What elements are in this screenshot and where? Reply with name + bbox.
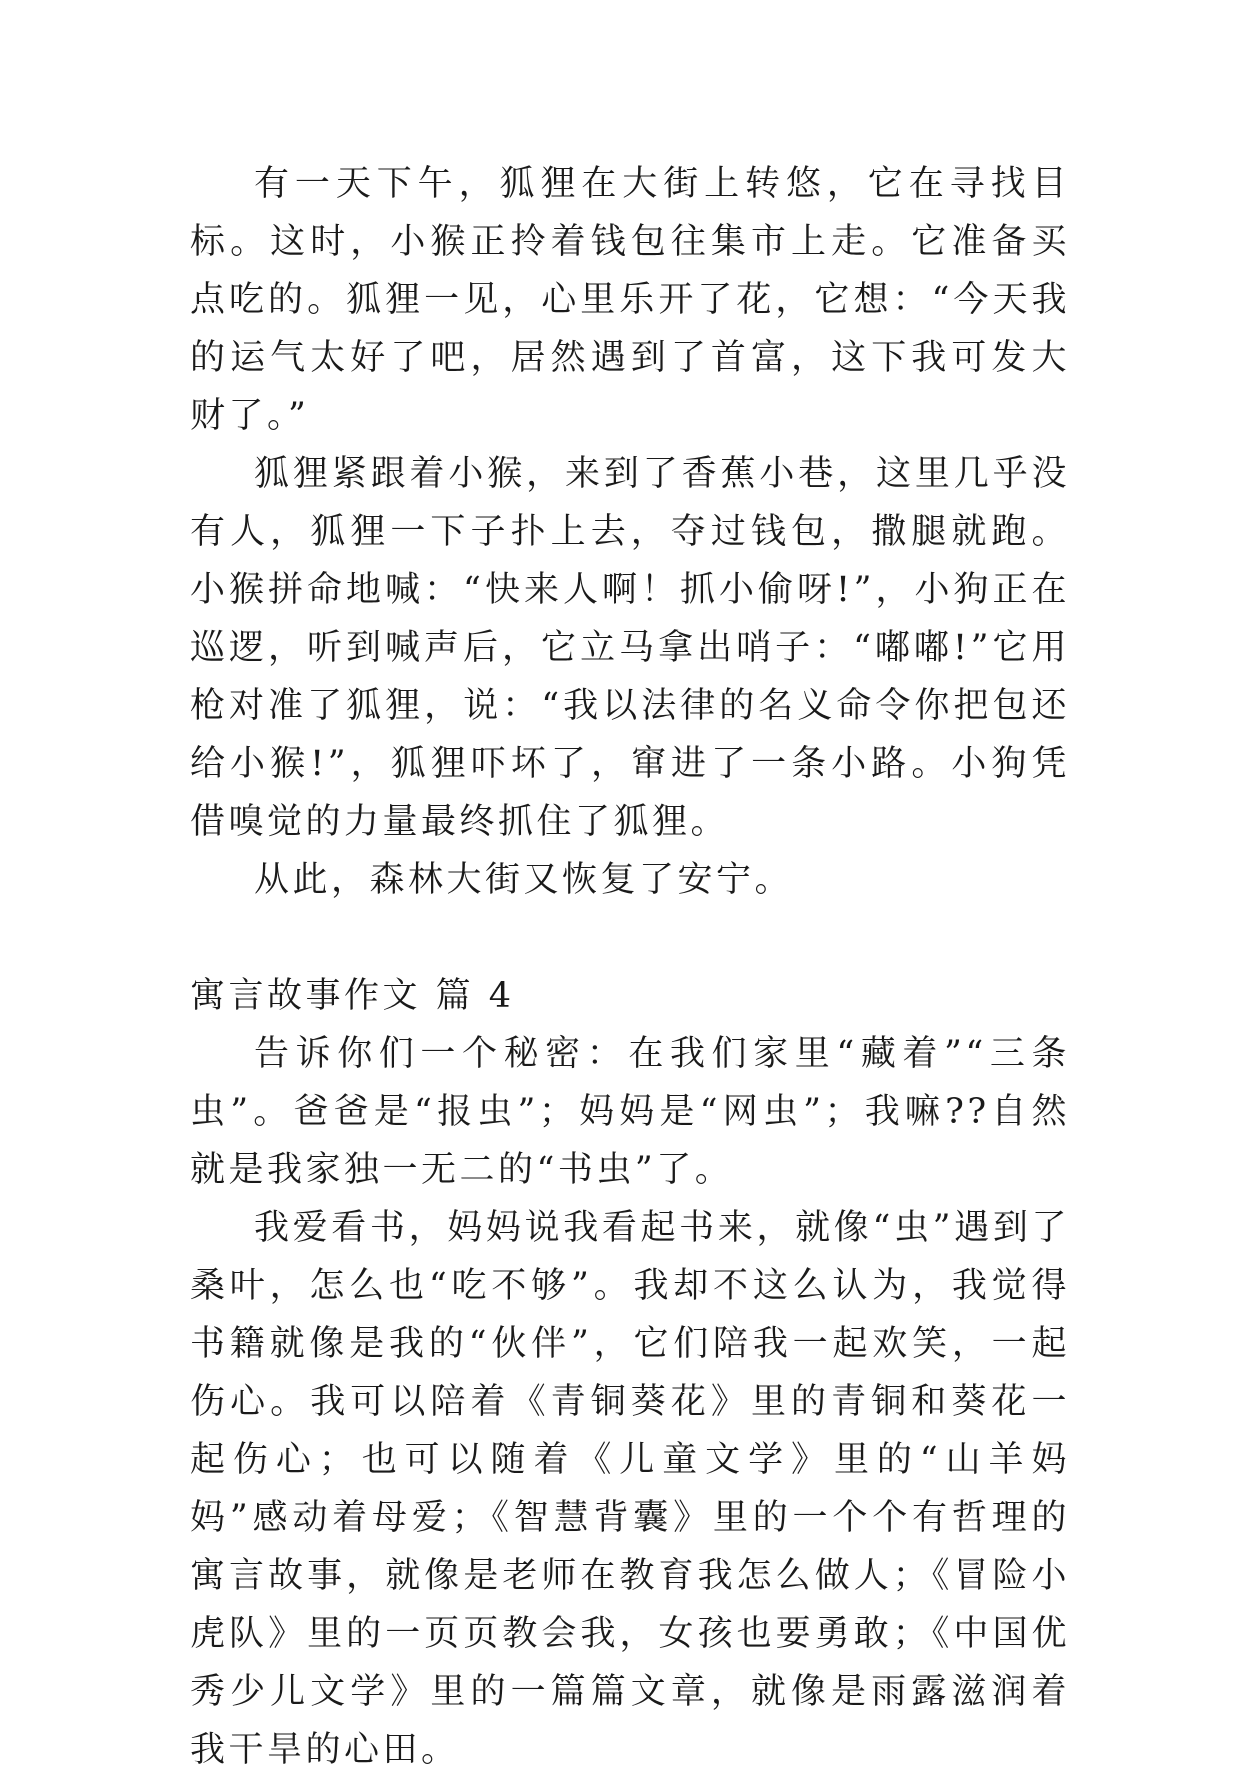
- section-spacer: [190, 909, 1070, 967]
- document-body: [190, 155, 1070, 1779]
- essay-paragraph-2: 我爱看书，妈妈说我看起书来，就像“虫”遇到了桑叶，怎么也“吃不够”。我却不这么认为，我觉得书籍就像是我的“伙伴”，它们陪我一起欢笑，一起伤心。我可以陪着《青铜葵花》里的青铜和葵花一起伤心；也可以随着《儿童文学》里的“山羊妈妈”感动着母爱；《智慧背囊》里的一个个有哲理的寓言故事，就像是老师在教育我怎么做人；《冒险小虎队》里的一页页教会我，女孩也要勇敢；《中国优秀少儿文学》里的一篇篇文章，就像是雨露滋润着我干旱的心田。: [190, 1208, 1070, 1770]
- story-paragraph-3: 从此，森林大街又恢复了安宁。: [254, 860, 794, 900]
- essay-paragraph-1: 告诉你们一个秘密：在我们家里“藏着”“三条虫”。爸爸是“报虫”；妈妈是“网虫”；我嘛??自然就是我家独一无二的“书虫”了。: [190, 1034, 1070, 1190]
- story-paragraph-1: 有一天下午，狐狸在大街上转悠，它在寻找目标。这时，小猴正拎着钱包往集市上走。它准备买点吃的。狐狸一见，心里乐开了花，它想：“今天我的运气太好了吧，居然遇到了首富，这下我可发大财了。”: [190, 164, 1070, 436]
- section-heading: 寓言故事作文 篇 4: [190, 976, 515, 1016]
- story-paragraph-2: 狐狸紧跟着小猴，来到了香蕉小巷，这里几乎没有人，狐狸一下子扑上去，夺过钱包，撒腿就跑。小猴拼命地喊：“快来人啊！抓小偷呀!”，小狗正在巡逻，听到喊声后，它立马拿出哨子：“嘟嘟!”它用枪对准了狐狸，说：“我以法律的名义命令你把包还给小猴!”，狐狸吓坏了，窜进了一条小路。小狗凭借嗅觉的力量最终抓住了狐狸。: [190, 454, 1070, 842]
